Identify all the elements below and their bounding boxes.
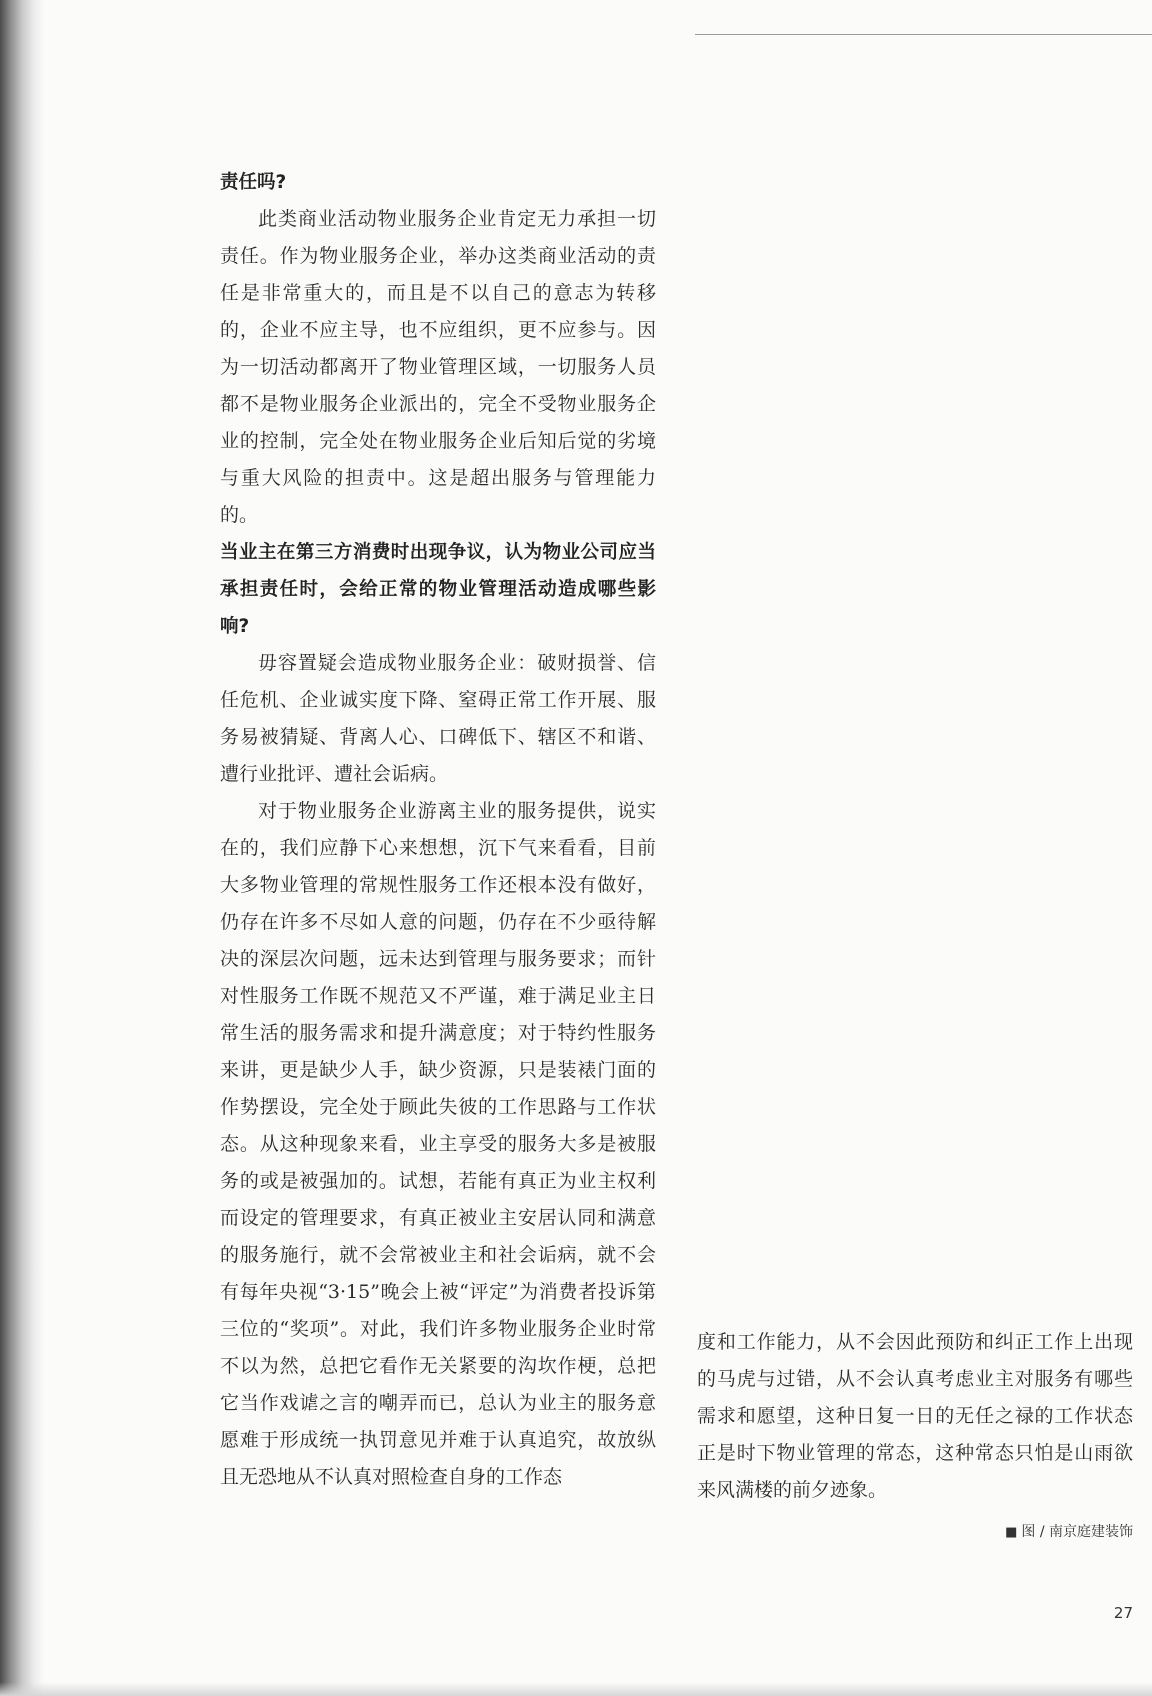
answer-paragraph-2: 毋容置疑会造成物业服务企业：破财损誉、信任危机、企业诚实度下降、窒碍正常工作开展、服务易被猜疑、背离人心、口碑低下、辖区不和谐、遭行业批评、遭社会诟病。 [220, 652, 656, 785]
binding-shadow [0, 0, 44, 1696]
answer-paragraph-3: 对于物业服务企业游离主业的服务提供，说实在的，我们应静下心来想想，沉下气来看看，目前大多物业管理的常规性服务工作还根本没有做好，仍存在许多不尽如人意的问题，仍存在不少亟待解决的深层次问题，远未达到管理与服务要求；而针对性服务工作既不规范又不严谨，难于满足业主日常生活的服务需求和提升满意度；对于特约性服务来讲，更是缺少人手，缺少资源，只是装裱门面的作势摆设，完全处于顾此失彼的工作思路与工作状态。从这种现象来看，业主享受的服务大多是被服务的或是被强加的。试想，若能有真正为业主权利而设定的管理要求，有真正被业主安居认同和满意的服务施行，就不会常被业主和社会诟病，就不会有每年央视“3·15”晚会上被“评定”为消费者投诉第三位的“奖项”。对此，我们许多物业服务企业时常不以为然，总把它看作无关紧要的沟坎作梗，总把它当作戏谑之言的嘲弄而已，总认为业主的服务意愿难于形成统一执罚意见并难于认真追究，故放纵且无恐地从不认真对照检查自身的工作态 [220, 800, 656, 1488]
header-rule [695, 34, 1152, 35]
question-heading-2: 当业主在第三方消费时出现争议，认为物业公司应当承担责任时，会给正常的物业管理活动造成哪些影响? [220, 542, 656, 637]
page-bottom-shadow [0, 1682, 1152, 1696]
answer-paragraph-3-continued: 度和工作能力，从不会因此预防和纠正工作上出现的马虎与过错，从不会认真考虑业主对服务有哪些需求和愿望，这种日复一日的无任之禄的工作状态正是时下物业管理的常态，这种常态只怕是山雨欲来风满楼的前夕迹象。 [697, 1331, 1133, 1501]
right-column [697, 1324, 1133, 1509]
image-credit-text: 图 / 南京庭建装饰 [1021, 1524, 1133, 1540]
answer-paragraph-1: 此类商业活动物业服务企业肯定无力承担一切责任。作为物业服务企业，举办这类商业活动的责任是非常重大的，而且是不以自己的意志为转移的，企业不应主导，也不应组织，更不应参与。因为一切活动都离开了物业管理区域，一切服务人员都不是物业服务企业派出的，完全不受物业服务企业的控制，完全处在物业服务企业后知后觉的劣境与重大风险的担责中。这是超出服务与管理能力的。 [220, 208, 656, 526]
image-credit [1005, 1521, 1133, 1541]
square-bullet-icon: ■ [1005, 1525, 1018, 1540]
left-column [220, 164, 656, 1496]
page-number: 27 [1113, 1604, 1133, 1622]
question-heading-1: 责任吗? [220, 172, 287, 193]
